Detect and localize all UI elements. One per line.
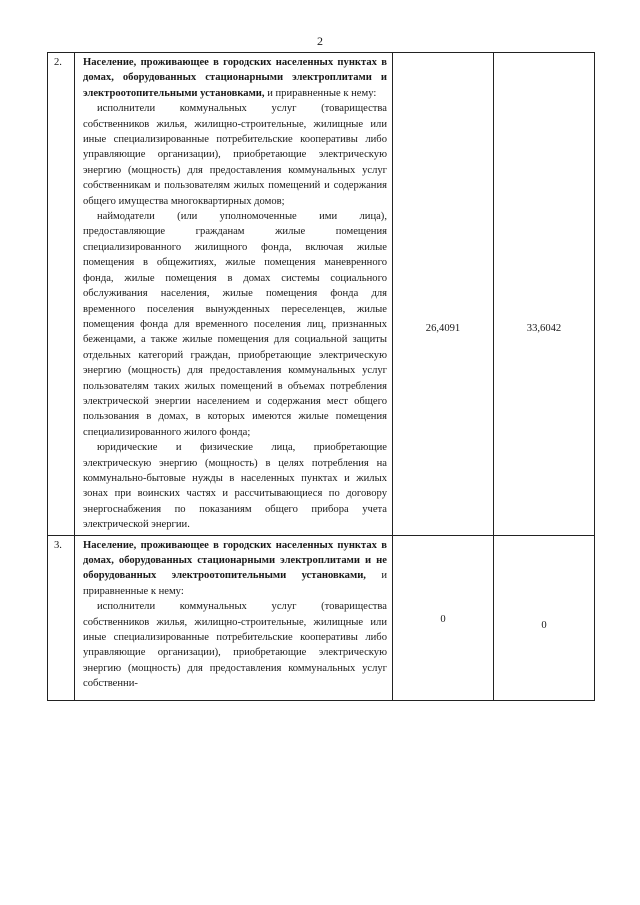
row-paragraph: наймодатели (или уполномоченные ими лица), предоставляющие гражданам жилые помещения специализированного жилищного фонда, включая жилые помещения в общежитиях, жилые помещения маневренного фонда, жилые помещения в домах системы социального обслуживания населения, жилые помещения фонда для временного поселения вынужденных переселенцев, жилые помещения фонда для временного поселения лиц, признанных беженцами, а также жилые помещения для социальной защиты отдельных категорий граждан, приобретающие электрическую энергию (мощность) для предоставления коммунальных услуг пользователям таких жилых помещений в объемах потребления электрической энергии населением и содержания мест общего пользования в домах, в которых имеются жилые помещения специализированного жилого фонда; bbox=[83, 211, 387, 438]
value-1: 26,4091 bbox=[425, 323, 461, 334]
row-heading-tail: и приравненные к нему: bbox=[83, 570, 387, 597]
row-description bbox=[75, 535, 393, 700]
row-paragraph: юридические и физические лица, приобретающие электрическую энергию (мощность) в целях потребления на коммунально-бытовые нужды в населенных пунктах и жилых зонах при воинских частях и рассчитывающиеся по договору энергоснабжения по показаниям общего прибора учета электрической энергии. bbox=[83, 442, 387, 531]
value-cell-1 bbox=[393, 535, 494, 700]
table-row bbox=[48, 53, 595, 536]
value-cell-2 bbox=[494, 53, 595, 536]
row-paragraph: исполнители коммунальных услуг (товарищества собственников жилья, жилищно-строительные, жилищные или иные специализированные потребительские кооперативы либо управляющие организации), приобретающие электрическую энергию (мощность) для предоставления коммунальных услуг собственни- bbox=[83, 601, 387, 690]
row-number: 2. bbox=[48, 53, 75, 536]
row-number: 3. bbox=[48, 535, 75, 700]
table-row bbox=[48, 535, 595, 700]
page-number: 2 bbox=[317, 34, 323, 48]
value-cell-2 bbox=[494, 535, 595, 700]
value-1: 0 bbox=[440, 613, 446, 625]
value-cell-1 bbox=[393, 53, 494, 536]
row-heading: Население, проживающее в городских населенных пунктах в домах, оборудованных стационарными электроплитами и не оборудованных электроотопительными установками, bbox=[83, 539, 387, 582]
value-2: 33,6042 bbox=[526, 323, 562, 334]
row-description bbox=[75, 53, 393, 536]
value-2: 0 bbox=[541, 619, 547, 631]
row-heading-tail: и приравненные к нему: bbox=[264, 87, 377, 99]
tariff-table bbox=[47, 52, 595, 701]
row-paragraph: исполнители коммунальных услуг (товарищества собственников жилья, жилищно-строительные, жилищные или иные специализированные потребительские кооперативы либо управляющие организации), приобретающие электрическую энергию (мощность) для предоставления коммунальных услуг собственникам и пользователям жилых помещений и содержания общего имущества многоквартирных домов; bbox=[83, 103, 387, 207]
row-heading: Население, проживающее в городских населенных пунктах в домах, оборудованных стационарными электроплитами и электроотопительными установками, bbox=[83, 57, 387, 99]
